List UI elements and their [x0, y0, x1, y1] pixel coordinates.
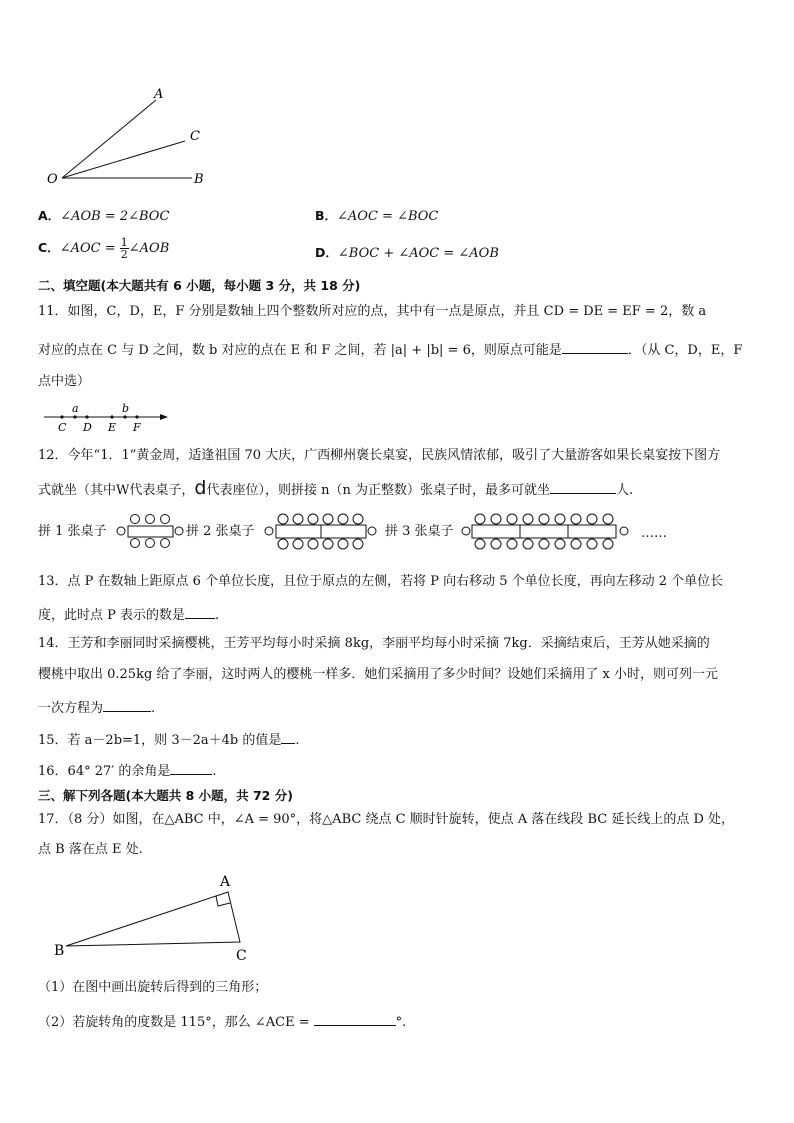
q13-answer-blank[interactable] [185, 605, 215, 619]
label-2-tables: 拼 2 张桌子 [186, 524, 255, 539]
q17-line1: 17．（8 分）如图，在△ABC 中，∠A = 90°，将△ABC 绕点 C 顺时针旋转，使点 A 落在线段 BC 延长线上的点 D 处， [38, 812, 735, 827]
right-angle-mark [216, 896, 230, 906]
q17-sub1: （1）在图中画出旋转后得到的三角形； [38, 980, 268, 995]
q12-answer-blank[interactable] [550, 480, 616, 494]
q17-line2: 点 B 落在点 E 处. [38, 842, 143, 857]
label-b: B [194, 172, 204, 187]
q11-line1: 11．如图，C，D，E，F 分别是数轴上四个整数所对应的点，其中有一点是原点，并且 CD = DE = EF = 2，数 a [38, 304, 707, 319]
q17-sub2: （2）若旋转角的度数是 115°，那么 ∠ACE = °. [38, 1012, 406, 1031]
svg-text:E: E [108, 421, 117, 434]
option-d[interactable]: D．∠BOC + ∠AOC = ∠AOB [315, 245, 499, 261]
q15-answer-blank[interactable] [281, 730, 295, 744]
option-c[interactable]: C．∠AOC = $\frac{1}{2}$ ∠AOB [38, 236, 170, 261]
point-b [123, 415, 126, 418]
option-a[interactable]: A．∠AOB = 2∠BOC [38, 208, 170, 224]
q11-answer-blank[interactable] [562, 340, 628, 354]
option-b[interactable]: B．∠AOC = ∠BOC [315, 208, 439, 224]
point-d [85, 415, 88, 418]
label-o: O [47, 172, 58, 187]
angle-figure [40, 84, 220, 194]
seat-glyph: d [194, 477, 207, 499]
label-a: A [220, 874, 231, 890]
svg-text:C: C [58, 421, 67, 434]
svg-text:b: b [122, 402, 130, 415]
label-3-tables: 拼 3 张桌子 [385, 524, 454, 539]
q16-answer-blank[interactable] [170, 761, 212, 775]
label-c: C [190, 129, 200, 144]
number-line [40, 400, 180, 436]
point-f [135, 415, 138, 418]
q12-line2: 式就坐（其中W代表桌子，d代表座位），则拼接 n（n 为正整数）张桌子时，最多可就坐 人. [38, 477, 634, 499]
point-e [110, 415, 113, 418]
fraction-one-half: $\frac{1}{2}$ [120, 236, 128, 261]
q14-answer-blank[interactable] [103, 698, 151, 712]
triangle-figure [50, 870, 260, 965]
point-a [73, 415, 76, 418]
q15: 15．若 a－2b=1，则 3－2a＋4b 的值是 . [38, 730, 299, 749]
q14-line2: 樱桃中取出 0.25kg 给了李丽，这时两人的樱桃一样多．她们采摘用了多少时间？设她们采摘用了 x 小时，则可列一元 [38, 667, 719, 682]
triangle-abc [66, 892, 240, 946]
q16: 16．64° 27′ 的余角是 . [38, 761, 216, 780]
table-arrangement-1 [114, 510, 186, 552]
q12-line1: 12．今年“1．1”黄金周，适逢祖国 70 大庆，广西柳州褒长桌宴，民族风情浓郁，吸引了大量游客如果长桌宴按下图方 [38, 448, 721, 463]
section-3-heading: 三、解下列各题(本大题共 8 小题，共 72 分) [38, 788, 293, 803]
q17-answer-blank[interactable] [314, 1012, 396, 1026]
q13-line1: 13．点 P 在数轴上距原点 6 个单位长度，且位于原点的左侧，若将 P 向右移动 5 个单位长度，再向左移动 2 个单位长 [38, 574, 724, 589]
table-arrangement-3 [460, 510, 632, 552]
q14-line1: 14．王芳和李丽同时采摘樱桃，王芳平均每小时采摘 8kg，李丽平均每小时采摘 7kg．采摘结束后，王芳从她采摘的 [38, 636, 710, 651]
section-2-heading: 二、填空题(本大题共有 6 小题，每小题 3 分，共 18 分) [38, 278, 361, 293]
q11-line2: 对应的点在 C 与 D 之间，数 b 对应的点在 E 和 F 之间，若 |a| + |b| = 6，则原点可能是 ．（从 C，D，E，F [38, 340, 742, 359]
label-b: B [54, 943, 65, 959]
ray-oa [62, 100, 156, 178]
q13-line2: 度，此时点 P 表示的数是 . [38, 605, 219, 624]
svg-text:D: D [83, 421, 92, 434]
ellipsis: …… [641, 526, 667, 541]
label-c: C [236, 948, 247, 964]
ray-oc [62, 141, 185, 178]
table-arrangement-2 [262, 510, 382, 552]
label-a: A [154, 87, 164, 102]
point-c [60, 415, 63, 418]
svg-text:a: a [72, 402, 79, 415]
q11-line3: 点中选） [38, 374, 91, 389]
svg-text:F: F [133, 421, 141, 434]
q14-line3: 一次方程为 . [38, 698, 155, 717]
label-1-table: 拼 1 张桌子 [38, 524, 107, 539]
